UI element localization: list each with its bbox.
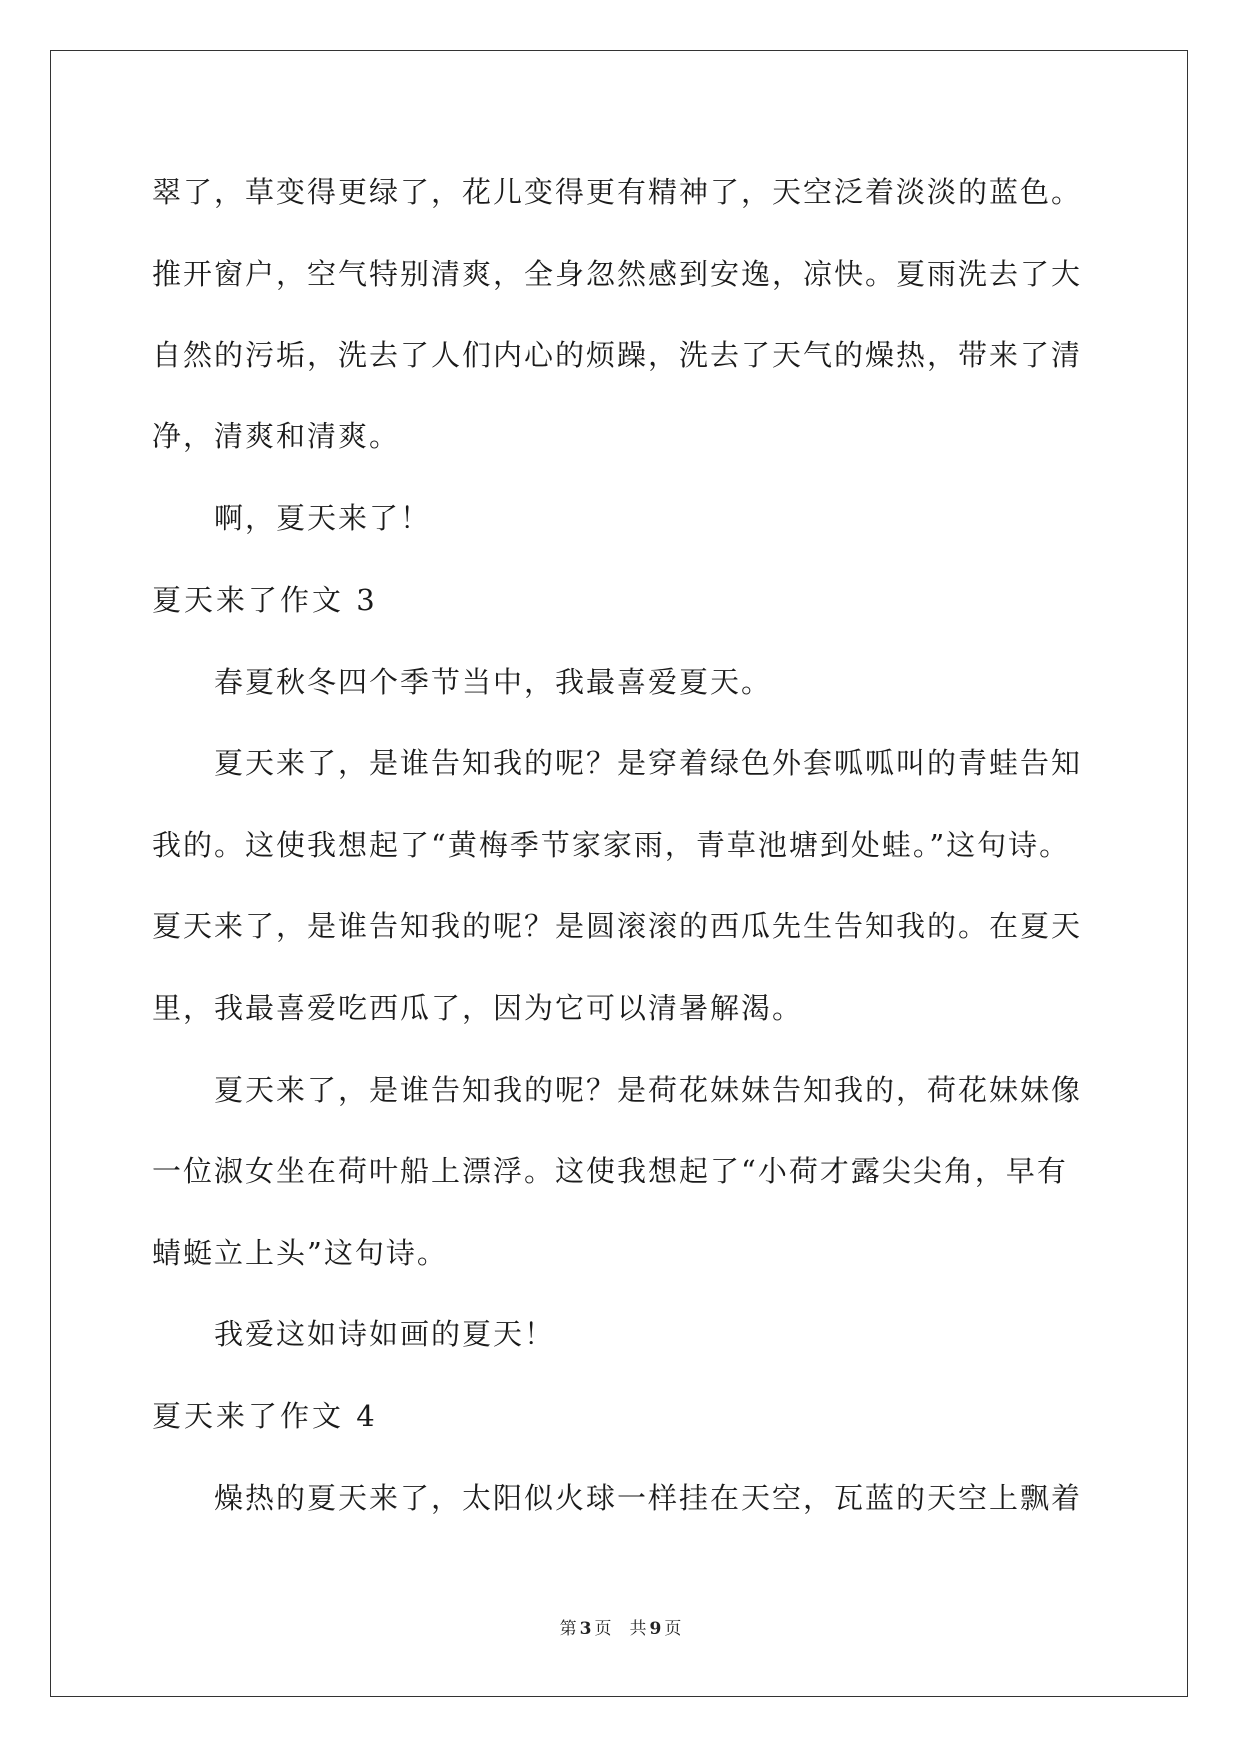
body-text-line: 夏天来了，是谁告知我的呢？是圆滚滚的西瓜先生告知我的。在夏天 (152, 909, 1083, 943)
section-heading: 夏天来了作文 3 (152, 583, 378, 617)
body-text-line: 翠了，草变得更绿了，花儿变得更有精神了，天空泛着淡淡的蓝色。 (152, 175, 1083, 209)
total-label-prefix: 共 (629, 1619, 647, 1639)
paragraph-start: 夏天来了，是谁告知我的呢？是穿着绿色外套呱呱叫的青蛙告知 (214, 746, 1083, 780)
body-text-line: 净，清爽和清爽。 (152, 419, 401, 453)
paragraph-start: 夏天来了，是谁告知我的呢？是荷花妹妹告知我的，荷花妹妹像 (214, 1073, 1083, 1107)
body-text-line: 里，我最喜爱吃西瓜了，因为它可以清暑解渴。 (152, 991, 804, 1025)
total-page-count: 9 (649, 1619, 662, 1639)
page-label-suffix: 页 (594, 1619, 612, 1639)
total-label-suffix: 页 (664, 1619, 682, 1639)
paragraph-start: 啊，夏天来了！ (214, 501, 432, 535)
paragraph-start: 燥热的夏天来了，太阳似火球一样挂在天空，瓦蓝的天空上飘着 (214, 1481, 1083, 1515)
page-footer (0, 1614, 1241, 1639)
body-text-line: 我的。这使我想起了“黄梅季节家家雨，青草池塘到处蛙。”这句诗。 (152, 828, 1071, 862)
body-text-line: 一位淑女坐在荷叶船上漂浮。这使我想起了“小荷才露尖尖角，早有 (152, 1154, 1068, 1188)
paragraph-start: 春夏秋冬四个季节当中，我最喜爱夏天。 (214, 665, 773, 699)
current-page-number: 3 (579, 1619, 592, 1639)
body-text-line: 推开窗户，空气特别清爽，全身忽然感到安逸，凉快。夏雨洗去了大 (152, 257, 1083, 291)
page-label-prefix: 第 (559, 1619, 577, 1639)
page-border (50, 50, 1188, 1697)
body-text-line: 蜻蜓立上头”这句诗。 (152, 1236, 448, 1270)
body-text-line: 自然的污垢，洗去了人们内心的烦躁，洗去了天气的燥热，带来了清 (152, 338, 1083, 372)
paragraph-start: 我爱这如诗如画的夏天！ (214, 1317, 556, 1351)
section-heading: 夏天来了作文 4 (152, 1399, 378, 1433)
